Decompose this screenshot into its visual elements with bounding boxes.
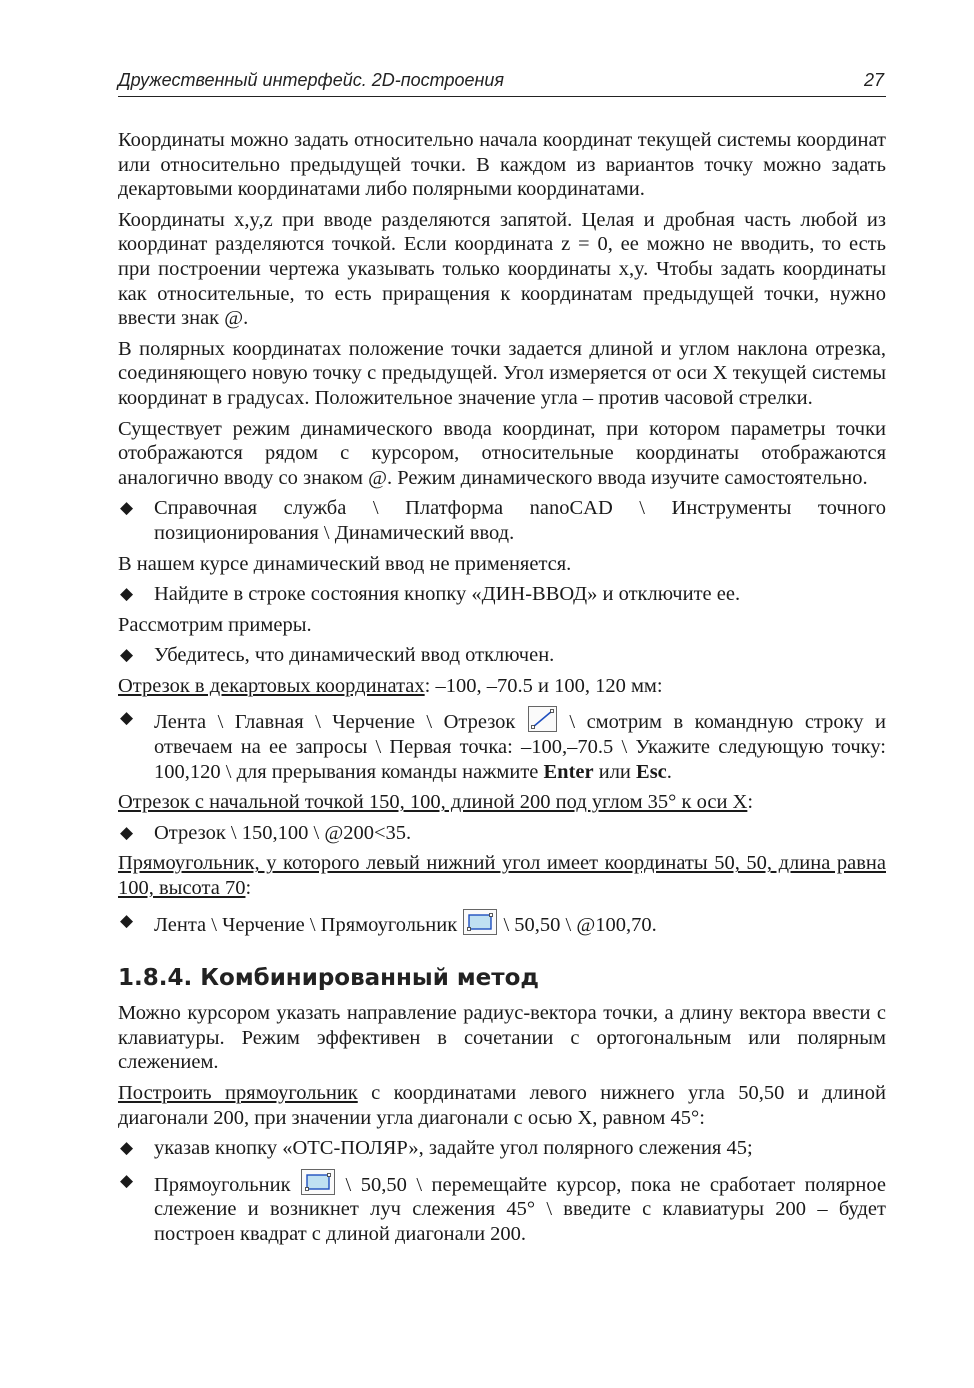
bullet-line-command bbox=[118, 706, 886, 784]
bullet-diamond-icon: ◆ bbox=[120, 708, 134, 728]
bullet-text: указав кнопку «ОТС-ПОЛЯР», задайте угол полярного слежения 45; bbox=[154, 1137, 753, 1160]
example-rest: : –100, –70.5 и 100, 120 мм: bbox=[424, 674, 663, 697]
bullet-diamond-icon: ◆ bbox=[120, 584, 134, 604]
example-label: Отрезок в декартовых координатах bbox=[118, 674, 425, 697]
bullet-diamond-icon: ◆ bbox=[120, 498, 134, 518]
bullet-diamond-icon: ◆ bbox=[120, 1170, 134, 1190]
bullet-rectangle-command bbox=[118, 909, 886, 938]
example-rest: с координатами левого нижнего угла 50,50 и длиной диагонали 200, при значении угла диагонали с осью X, равном 45°: bbox=[118, 1082, 886, 1129]
paragraph-not-used: В нашем курсе динамический ввод не применяется. bbox=[118, 552, 572, 575]
header-title: Дружественный интерфейс. 2D-построения bbox=[118, 70, 505, 90]
example-label: Прямоугольник, у которого левый нижний угол имеет координаты 50, 50, длина равна 100, высота 70 bbox=[118, 852, 886, 900]
line-tool-icon bbox=[528, 706, 557, 732]
bullet-text-before-icon: Лента \ Черчение \ Прямоугольник bbox=[154, 913, 458, 936]
paragraph-polar-coordinates: В полярных координатах положение точки задается длиной и углом наклона отрезка, соединяющего новую точку с предыдущей. Угол измеряется от оси X текущей системы координат в градусах. Положительное значение угла – против часовой стрелки. bbox=[118, 337, 886, 409]
rectangle-tool-icon bbox=[301, 1169, 335, 1195]
example-label: Отрезок с начальной точкой 150, 100, длиной 200 под углом 35° к оси X bbox=[118, 791, 748, 814]
example-rectangle-heading bbox=[118, 851, 886, 900]
example-cartesian-heading bbox=[118, 674, 886, 699]
bullet-polar-line bbox=[118, 821, 886, 846]
paragraph-coordinates-intro: Координаты можно задать относительно начала координат текущей системы координат или относительно предыдущей точки. В каждом из вариантов точку можно задать декартовыми координатами либо полярными координатами. bbox=[118, 129, 886, 201]
paragraph-examples: Рассмотрим примеры. bbox=[118, 613, 312, 636]
bullet-rectangle-polar bbox=[118, 1169, 886, 1247]
bullet-text-before-icon: Прямоугольник bbox=[154, 1173, 291, 1196]
bullet-text-after-icon: \ 50,50 \ @100,70. bbox=[503, 913, 657, 936]
or-word: или bbox=[598, 760, 631, 783]
rectangle-tool-icon bbox=[463, 909, 497, 935]
example-square-heading bbox=[118, 1081, 886, 1130]
example-rest: : bbox=[747, 791, 754, 814]
bullet-check-disabled bbox=[118, 643, 886, 668]
bullet-text: Справочная служба \ Платформа nanoCAD \ Инструменты точного позиционирования \ Динамический ввод. bbox=[154, 497, 886, 544]
bullet-text: Убедитесь, что динамический ввод отключен. bbox=[154, 644, 555, 667]
bullet-text-after-icon: \ смотрим в командную строку и отвечаем на ее запросы \ Первая точка: –100,–70.5 \ Укажите следующую точку: 100,120 \ для прерывания команды нажмите bbox=[154, 711, 887, 783]
page-number: 27 bbox=[863, 70, 884, 90]
bullet-diamond-icon: ◆ bbox=[120, 910, 134, 930]
enter-key-label: Enter bbox=[543, 760, 594, 783]
bullet-text-after-icon: \ 50,50 \ перемещайте курсор, пока не сработает полярное слежение и возникнет луч слежения 45° \ введите с клавиатуры 200 – будет построен квадрат с длиной диагонали 200. bbox=[154, 1173, 887, 1245]
page-content bbox=[118, 128, 886, 1253]
bullet-text: Найдите в строке состояния кнопку «ДИН-ВВОД» и отключите ее. bbox=[154, 583, 741, 606]
esc-key-label: Esc bbox=[636, 760, 667, 783]
bullet-diamond-icon: ◆ bbox=[120, 645, 134, 665]
bullet-diamond-icon: ◆ bbox=[120, 1138, 134, 1158]
example-polar-heading bbox=[118, 790, 886, 815]
paragraph-coordinates-format: Координаты x,y,z при вводе разделяются запятой. Целая и дробная часть любой из координат разделяются точкой. Если координата z = 0, ее можно не вводить, то есть при построении чертежа указывать только координаты x,y. Чтобы задать координаты как относительные, то есть приращения к координатам предыдущей точки, нужно ввести знак @. bbox=[118, 208, 886, 330]
section-heading: 1.8.4. Комбинированный метод bbox=[118, 965, 539, 992]
bullet-diamond-icon: ◆ bbox=[120, 822, 134, 842]
bullet-text-before-icon: Лента \ Главная \ Черчение \ Отрезок bbox=[154, 711, 516, 734]
paragraph-combined-method: Можно курсором указать направление радиус-вектора точки, а длину вектора ввести с клавиатуры. Режим эффективен в сочетании с ортогональным или полярным слежением. bbox=[118, 1002, 886, 1074]
example-label: Построить прямоугольник bbox=[118, 1082, 358, 1104]
bullet-end: . bbox=[666, 760, 672, 783]
paragraph-dynamic-input: Существует режим динамического ввода координат, при котором параметры точки отображаются рядом с курсором, относительные координаты отображаются аналогично вводу со знаком @. Режим динамического ввода изучите самостоятельно. bbox=[118, 417, 886, 489]
running-header bbox=[118, 66, 886, 97]
bullet-text: Отрезок \ 150,100 \ @200<35. bbox=[154, 821, 412, 844]
bullet-help-path bbox=[118, 496, 886, 545]
bullet-disable-dyn-input bbox=[118, 582, 886, 607]
bullet-polar-tracking bbox=[118, 1136, 886, 1161]
example-rest: : bbox=[245, 877, 252, 900]
